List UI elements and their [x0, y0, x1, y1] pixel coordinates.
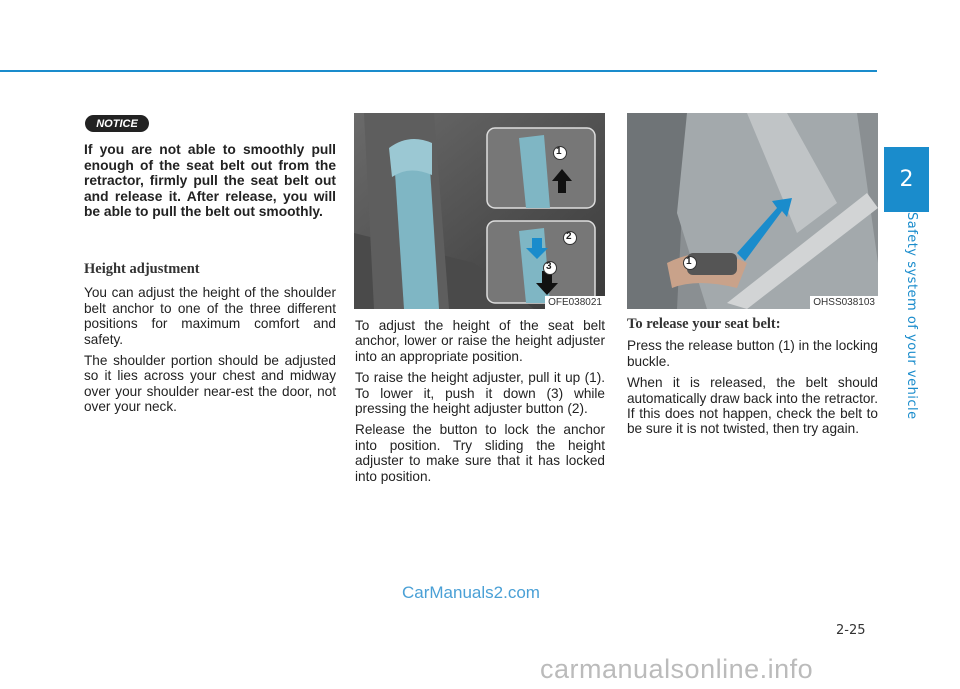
release-heading: To release your seat belt: [627, 316, 781, 332]
figure-height-adjuster [354, 113, 605, 309]
footer-watermark: carmanualsonline.info [540, 654, 814, 684]
notice-badge: NOTICE [85, 115, 149, 132]
height-adjustment-p2: The shoulder portion should be adjusted so it lies across your chest and midway over your shoulder near-est the door, not over your neck. [84, 353, 336, 415]
watermark: CarManuals2.com [402, 583, 540, 602]
chapter-title: Safety system of your vehicle [904, 212, 919, 420]
height-adjustment-section [84, 262, 336, 421]
height-adjustment-p1: You can adjust the height of the shoulder belt anchor to one of the three different positions for maximum comfort and safety. [84, 285, 336, 347]
callout-3-label: 3 [546, 261, 552, 272]
page-number: 2-25 [836, 623, 866, 638]
top-rule [0, 70, 877, 72]
figure-release-belt [627, 113, 878, 309]
release-p2: When it is released, the belt should automatically draw back into the retractor. If this does not happen, check the belt to be sure it is not twisted, then try again. [627, 375, 878, 437]
release-belt-illustration [627, 113, 878, 309]
notice-text: If you are not able to smoothly pull enough of the seat belt out from the retractor, firmly pull the seat belt out and release it. After release, you will be able to pull the belt out smoothly. [84, 142, 336, 220]
release-p1: Press the release button (1) in the locking buckle. [627, 338, 878, 369]
figure-code: OFE038021 [545, 296, 605, 309]
callout-2-label: 2 [566, 231, 572, 242]
height-adjust-instructions [355, 318, 605, 490]
chapter-number: 2 [899, 167, 914, 192]
release-section [627, 317, 878, 443]
callout-1-label: 1 [686, 256, 692, 267]
callout-1-label: 1 [556, 146, 562, 157]
chapter-tab [884, 147, 929, 212]
height-adjuster-illustration [354, 113, 605, 309]
figure-code: OHSS038103 [810, 296, 878, 309]
middle-p1: To adjust the height of the seat belt anchor, lower or raise the height adjuster into an appropriate position. [355, 318, 605, 364]
height-adjustment-heading: Height adjustment [84, 261, 200, 277]
middle-p3: Release the button to lock the anchor into position. Try sliding the height adjuster to make sure that it has locked into position. [355, 422, 605, 484]
middle-p2: To raise the height adjuster, pull it up (1). To lower it, push it down (3) while pressing the height adjuster button (2). [355, 370, 605, 417]
